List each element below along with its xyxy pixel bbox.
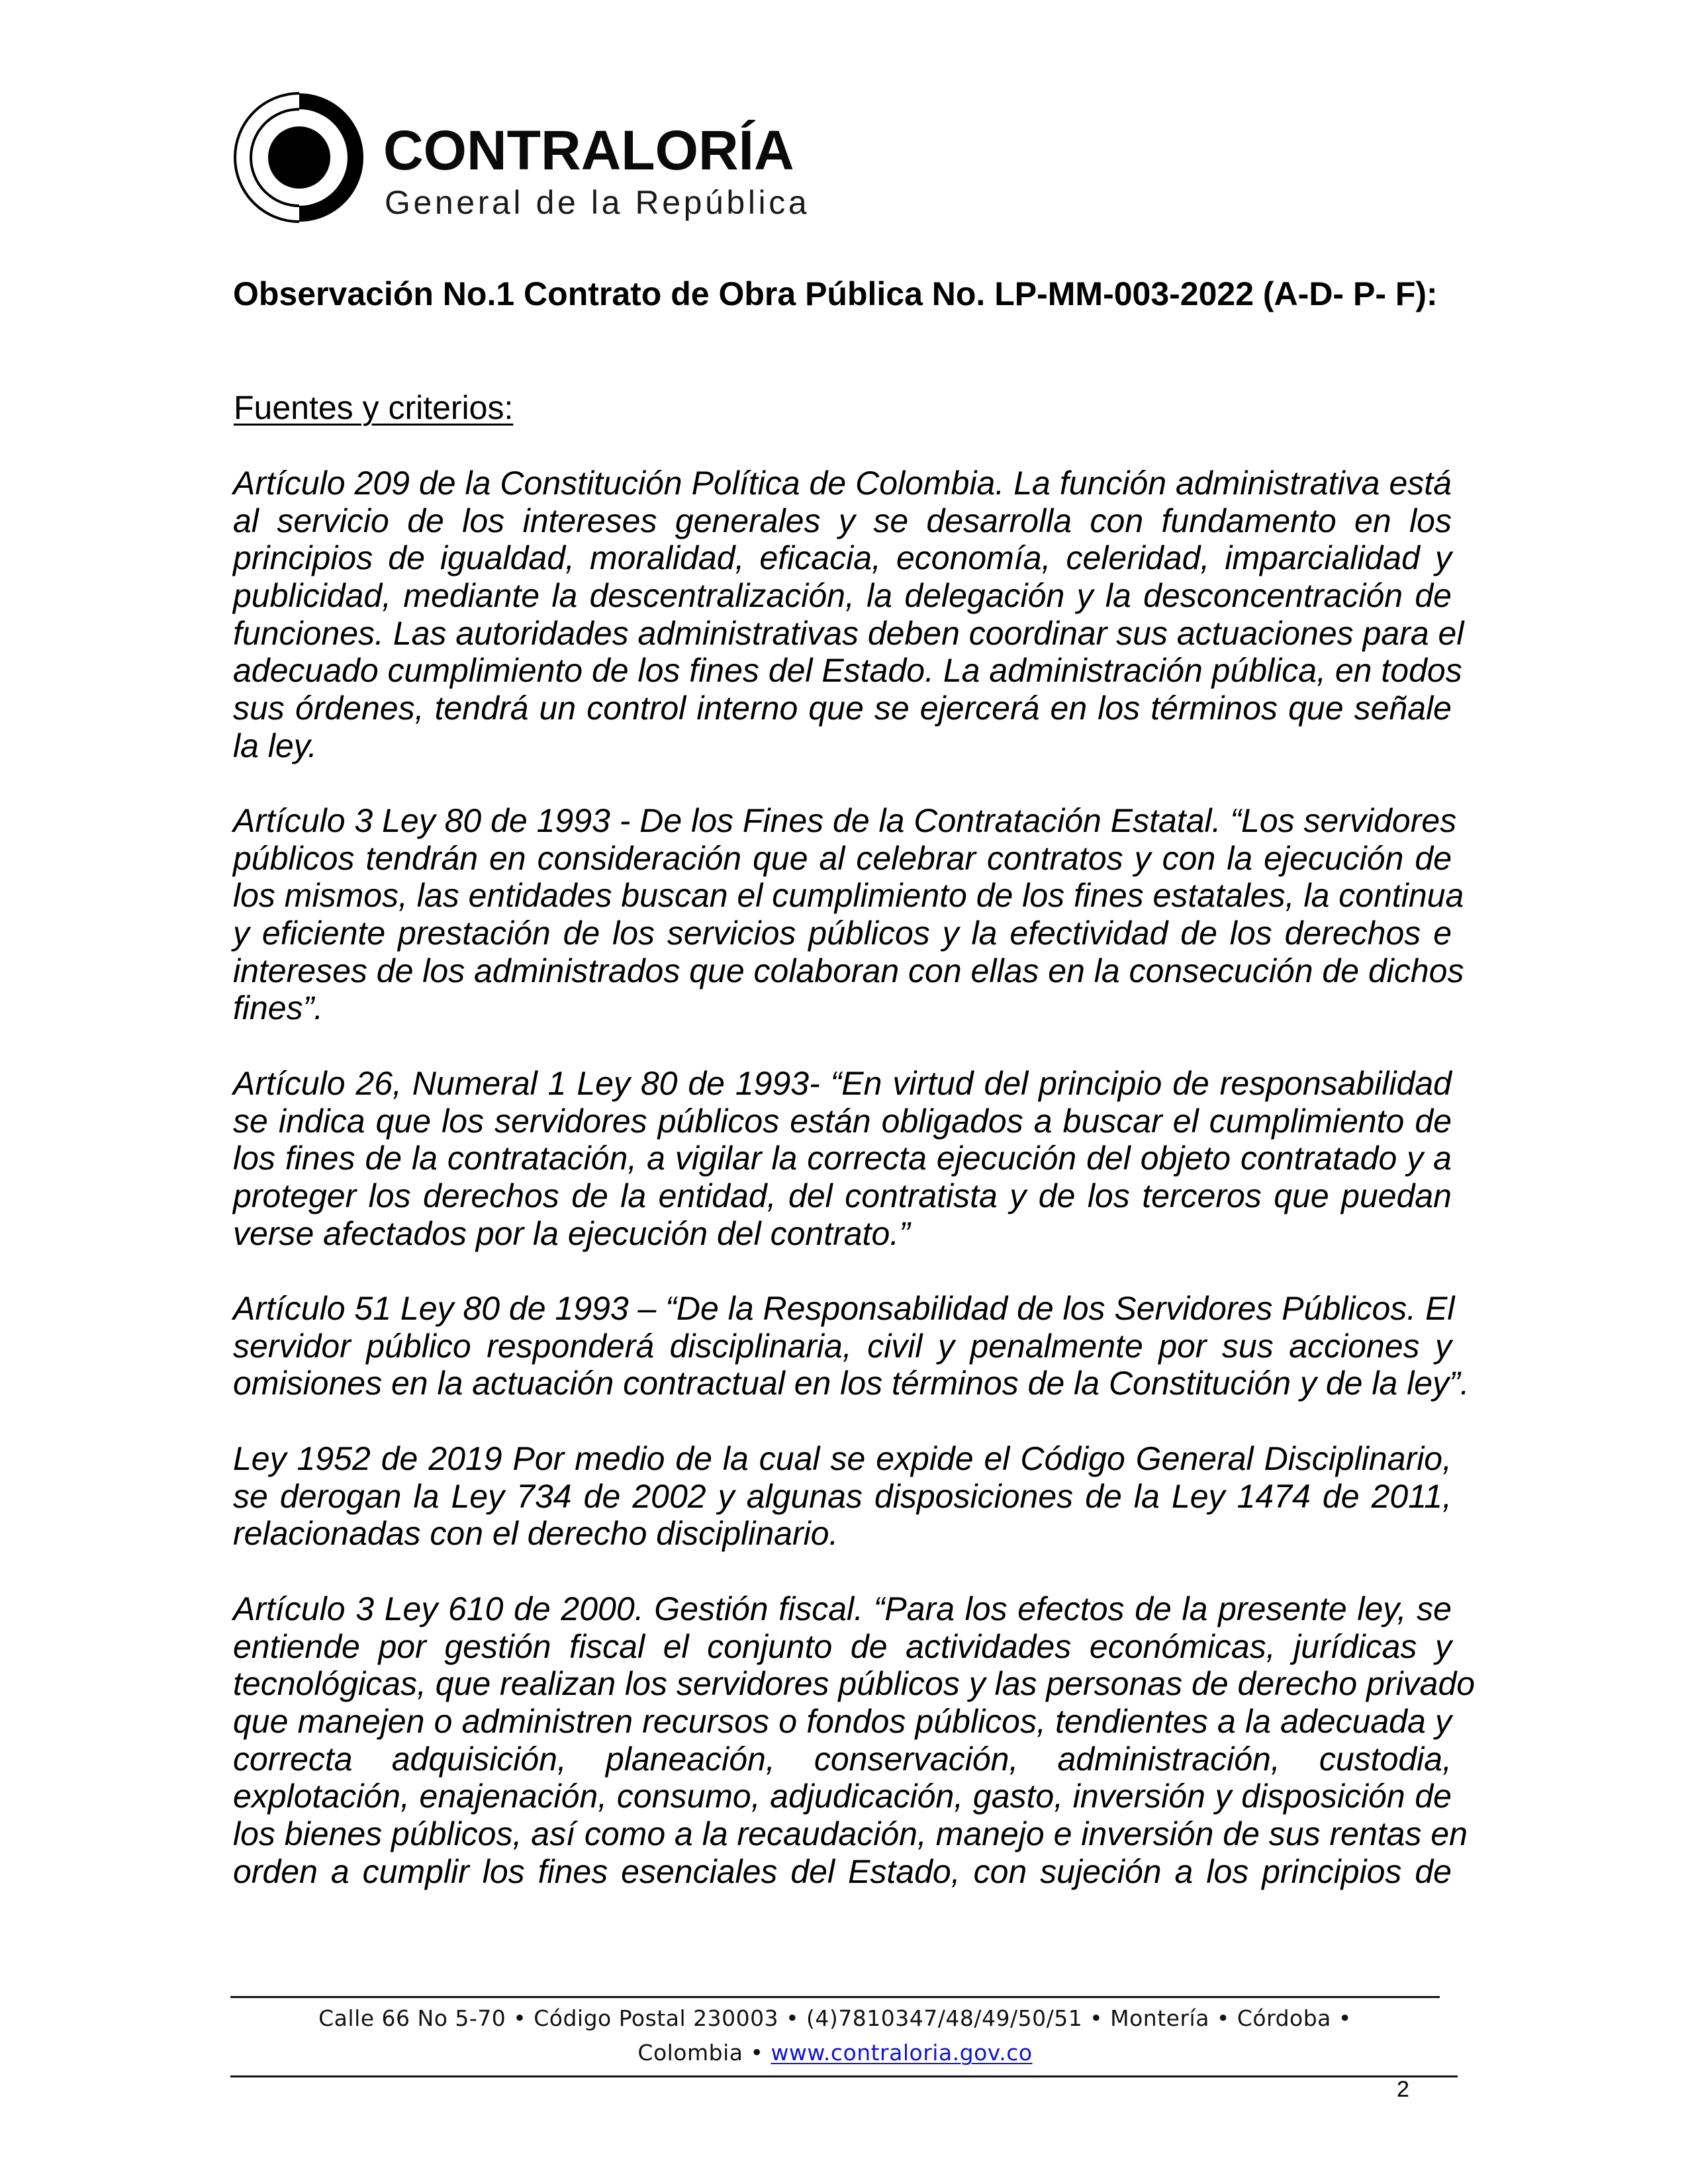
text-line: sus órdenes, tendrá un control interno que se ejercerá en los términos que señale — [233, 690, 1452, 727]
text-line: Artículo 3 Ley 80 de 1993 - De los Fines de la Contratación Estatal. “Los servidores — [233, 802, 1457, 839]
concentric-circle-logo-icon — [232, 90, 367, 225]
text-line: relacionadas con el derecho disciplinario. — [233, 1515, 839, 1553]
text-line: que manejen o administren recursos o fondos públicos, tendientes a la adecuada y — [233, 1703, 1452, 1741]
paragraph-articulo-51 — [233, 1290, 1470, 1402]
text-line: entiende por gestión fiscal el conjunto de actividades económicas, jurídicas y — [233, 1627, 1452, 1665]
paragraph-articulo-209 — [233, 465, 1464, 765]
footer-separator: • — [743, 2040, 771, 2066]
text-line: correcta adquisición, planeación, conservación, administración, custodia, — [233, 1740, 1452, 1778]
footer-top-divider — [230, 1996, 1440, 1998]
brand-subtitle: General de la República — [385, 184, 810, 221]
text-line: Ley 1952 de 2019 Por medio de la cual se expide el Código General Disciplinario, — [233, 1440, 1452, 1477]
text-line: omisiones en la actuación contractual en los términos de la Constitución y de la ley”. — [233, 1365, 1470, 1402]
text-line: se derogan la Ley 734 de 2002 y algunas disposiciones de la Ley 1474 de 2011, — [233, 1477, 1452, 1515]
text-line: orden a cumplir los fines esenciales del Estado, con sujeción a los principios de — [233, 1852, 1452, 1890]
text-line: intereses de los administrados que colaboran con ellas en la consecución de dichos — [233, 952, 1464, 989]
text-line: Artículo 209 de la Constitución Política de Colombia. La función administrativa está — [233, 465, 1452, 502]
paragraph-ley-1952 — [233, 1440, 1452, 1553]
text-line: fines”. — [233, 989, 324, 1027]
footer-bottom-divider — [230, 2075, 1458, 2077]
page-number: 2 — [1397, 2077, 1409, 2102]
text-line: funciones. Las autoridades administrativas deben coordinar sus actuaciones para el — [233, 614, 1464, 652]
text-line: proteger los derechos de la entidad, del contratista y de los terceros que puedan — [233, 1177, 1452, 1215]
text-line: los fines de la contratación, a vigilar la correcta ejecución del objeto contratado y a — [233, 1140, 1452, 1177]
text-line: Artículo 3 Ley 610 de 2000. Gestión fiscal. “Para los efectos de la presente ley, se — [233, 1590, 1452, 1627]
document-title: Observación No.1 Contrato de Obra Pública No. LP-MM-003-2022 (A-D- P- F): — [233, 275, 1438, 312]
text-line: al servicio de los intereses generales y se desarrolla con fundamento en los — [233, 502, 1452, 539]
paragraph-ley-610 — [233, 1590, 1476, 1891]
footer-country: Colombia — [637, 2040, 743, 2066]
text-line: servidor público responderá disciplinaria, civil y penalmente por sus acciones y — [233, 1327, 1452, 1365]
text-line: Artículo 51 Ley 80 de 1993 – “De la Responsabilidad de los Servidores Públicos. El — [233, 1290, 1455, 1327]
text-line: verse afectados por la ejecución del contrato.” — [233, 1214, 910, 1252]
text-line: publicidad, mediante la descentralización, la delegación y la desconcentración de — [233, 577, 1452, 615]
text-line: Artículo 26, Numeral 1 Ley 80 de 1993- “En virtud del principio de responsabilidad — [233, 1065, 1452, 1102]
text-line: principios de igualdad, moralidad, eficacia, economía, celeridad, imparcialidad y — [233, 539, 1452, 577]
text-line: explotación, enajenación, consumo, adjudicación, gasto, inversión y disposición de — [233, 1778, 1452, 1815]
text-line: adecuado cumplimiento de los fines del Estado. La administración pública, en todos — [233, 652, 1462, 690]
text-line: se indica que los servidores públicos están obligados a buscar el cumplimiento de — [233, 1102, 1452, 1140]
text-line: y eficiente prestación de los servicios públicos y la efectividad de los derechos e — [233, 915, 1452, 952]
footer-address: Calle 66 No 5-70 • Código Postal 230003 • (4)7810347/48/49/50/51 • Montería • Córdoba • — [318, 2005, 1352, 2031]
section-heading: Fuentes y criterios: — [234, 389, 514, 426]
text-line: tecnológicas, que realizan los servidores públicos y las personas de derecho privado — [233, 1665, 1476, 1703]
footer-contact-line — [230, 2040, 1440, 2066]
paragraph-articulo-3-ley-80 — [233, 802, 1464, 1027]
text-line: los mismos, las entidades buscan el cumplimiento de los fines estatales, la continua — [233, 877, 1464, 915]
text-line: los bienes públicos, así como a la recaudación, manejo e inversión de sus rentas en — [233, 1815, 1468, 1853]
text-line: públicos tendrán en consideración que al celebrar contratos y con la ejecución de — [233, 839, 1452, 877]
website-link[interactable]: www.contraloria.gov.co — [771, 2040, 1033, 2066]
paragraph-articulo-26 — [233, 1065, 1452, 1252]
brand-name: CONTRALORÍA — [383, 119, 794, 181]
text-line: la ley. — [233, 727, 317, 764]
